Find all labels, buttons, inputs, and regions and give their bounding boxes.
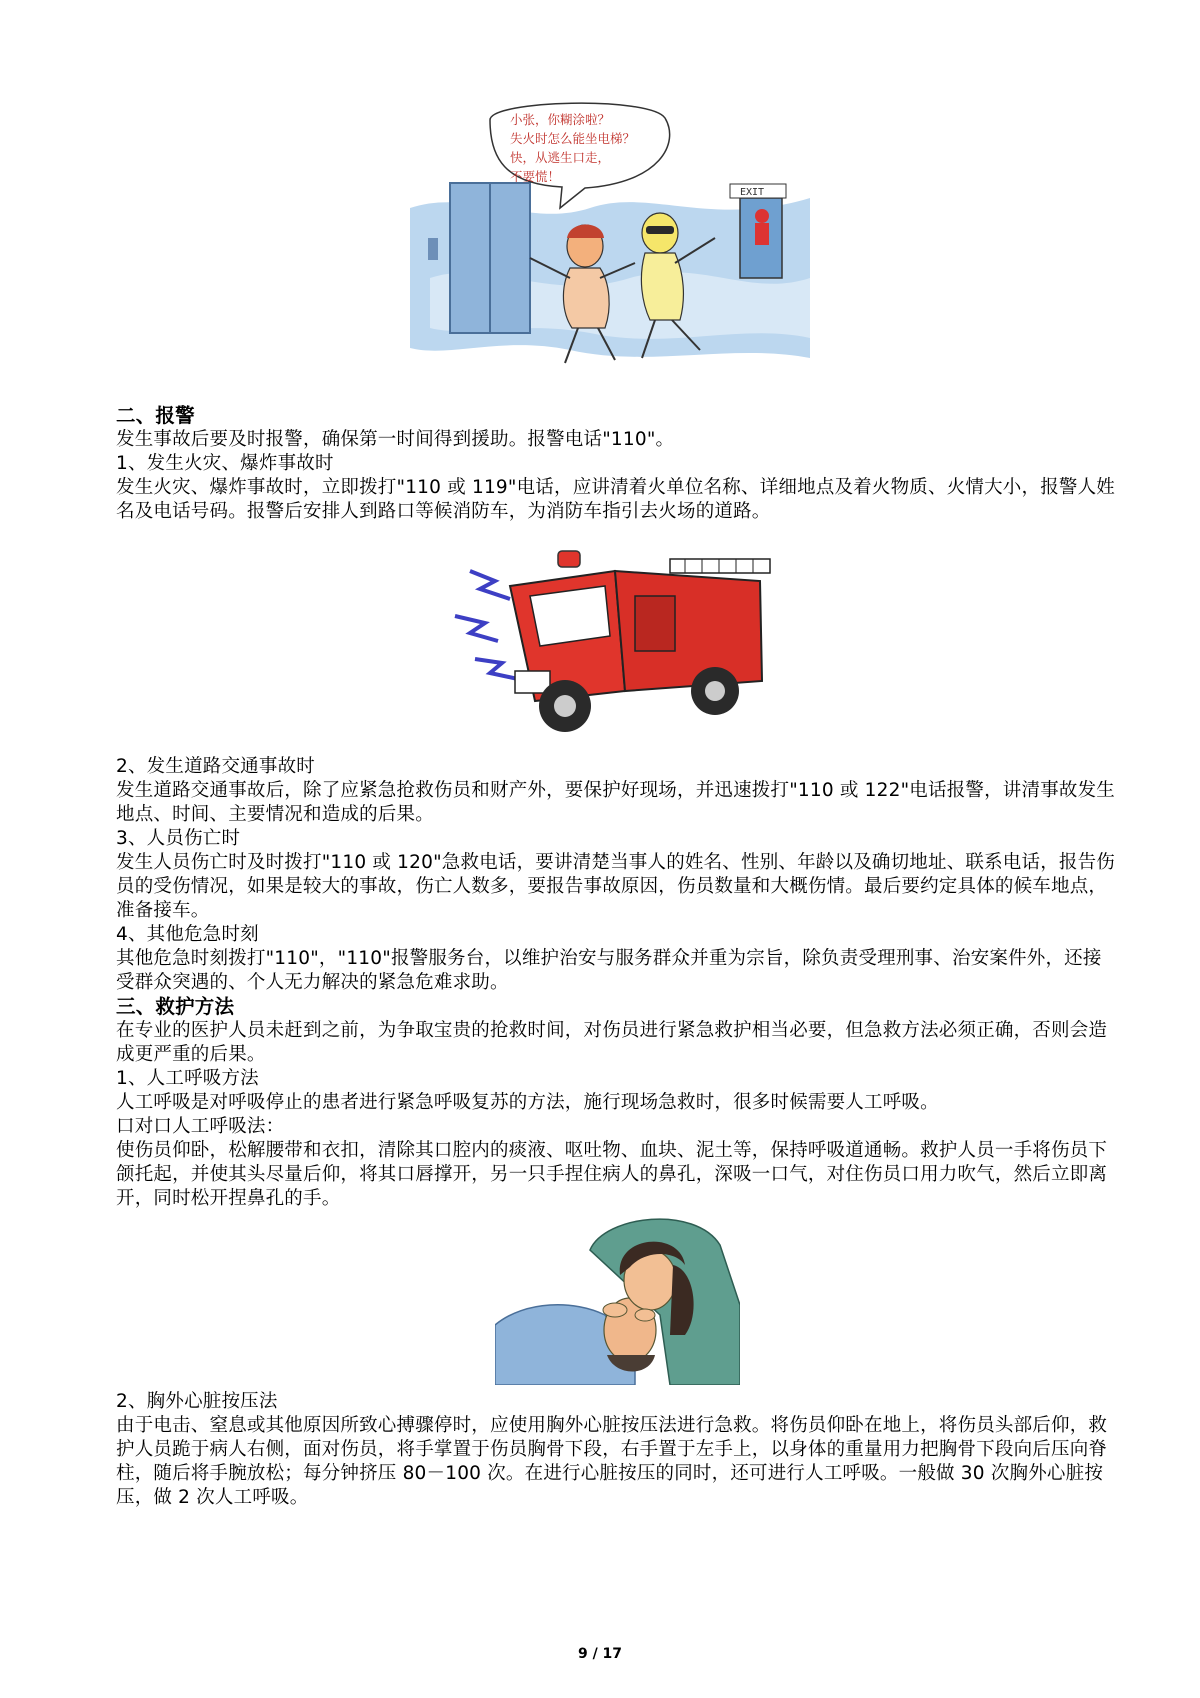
cpr-illustration (495, 1205, 740, 1385)
section-alarm-continued-block (116, 755, 1116, 1211)
alarm-intro: 发生事故后要及时报警，确保第一时间得到援助。报警电话"110"。 (116, 429, 675, 450)
section-rescue-continued-block (116, 1390, 1116, 1510)
section-heading-alarm: 二、报警 (116, 404, 195, 427)
rescue-item2-text: 由于电击、窒息或其他原因所致心搏骤停时，应使用胸外心脏按压法进行急救。将伤员仰卧在地上，将伤员头部后仰，救护人员跪于病人右侧，面对伤员，将手掌置于伤员胸骨下段，右手置于左手上，以身体的重量用力把胸骨下段向后压向脊柱，随后将手腕放松；每分钟挤压 80－100 次。在进行心脏按压的同时，还可进行人工呼吸。一般做 30 次胸外心脏按压，做 2 次人工呼吸。 (116, 1415, 1108, 1508)
alarm-item4-text: 其他危急时刻拨打"110"，"110"报警服务台，以维护治安与服务群众并重为宗旨，除负责受理刑事、治安案件外，还接受群众突遇的、个人无力解决的紧急危难求助。 (116, 948, 1102, 993)
bubble-line-3: 快，从逃生口走， (510, 150, 611, 165)
rescue-intro: 在专业的医护人员未赶到之前，为争取宝贵的抢救时间，对伤员进行紧急救护相当必要，但急救方法必须正确，否则会造成更严重的后果。 (116, 1020, 1108, 1065)
escape-illustration (410, 88, 810, 374)
mouth-to-mouth-icon (495, 1205, 740, 1385)
section-heading-rescue: 三、救护方法 (116, 995, 235, 1018)
alarm-item3-title: 3、人员伤亡时 (116, 828, 241, 849)
alarm-item2-text: 发生道路交通事故后，除了应紧急抢救伤员和财产外，要保护好现场，并迅速拨打"110 或 122"电话报警，讲清事故发生地点、时间、主要情况和造成的后果。 (116, 780, 1116, 825)
rescue-item1-sub: 口对口人工呼吸法： (116, 1116, 285, 1137)
alarm-item1-text: 发生火灾、爆炸事故时，立即拨打"110 或 119"电话，应讲清着火单位名称、详细地点及着火物质、火情大小，报警人姓名及电话号码。报警后安排人到路口等候消防车，为消防车指引去火场的道路。 (116, 477, 1116, 522)
alarm-item2-title: 2、发生道路交通事故时 (116, 756, 315, 777)
rescue-item2-title: 2、胸外心脏按压法 (116, 1391, 278, 1412)
page-number: 9 / 17 (577, 1646, 623, 1662)
alarm-item4-title: 4、其他危急时刻 (116, 924, 259, 945)
section-alarm-block (116, 404, 1116, 524)
bubble-line-2: 失火时怎么能坐电梯？ (510, 131, 636, 146)
fire-truck-icon (440, 541, 790, 741)
rescue-item1-title: 1、人工呼吸方法 (116, 1068, 259, 1089)
alarm-item1-title: 1、发生火灾、爆炸事故时 (116, 453, 334, 474)
bubble-line-1: 小张，你糊涂啦？ (510, 112, 611, 127)
fire-truck-illustration (440, 541, 790, 741)
rescue-item1-sub-text: 使伤员仰卧，松解腰带和衣扣，清除其口腔内的痰液、呕吐物、血块、泥土等，保持呼吸道通畅。救护人员一手将伤员下颌托起，并使其头尽量后仰，将其口唇撑开，另一只手捏住病人的鼻孔，深吸一口气，对住伤员口用力吹气，然后立即离开，同时松开捏鼻孔的手。 (116, 1140, 1108, 1209)
exit-sign-text: EXIT (740, 187, 765, 198)
rescue-item1-text: 人工呼吸是对呼吸停止的患者进行紧急呼吸复苏的方法，施行现场急救时，很多时候需要人工呼吸。 (116, 1092, 939, 1113)
bubble-line-4: 不要慌！ (510, 169, 561, 184)
escape-cartoon-icon (410, 88, 810, 374)
alarm-item3-text: 发生人员伤亡时及时拨打"110 或 120"急救电话，要讲清楚当事人的姓名、性别、年龄以及确切地址、联系电话，报告伤员的受伤情况，如果是较大的事故，伤亡人数多，要报告事故原因，伤员数量和大概伤情。最后要约定具体的候车地点，准备接车。 (116, 852, 1116, 921)
